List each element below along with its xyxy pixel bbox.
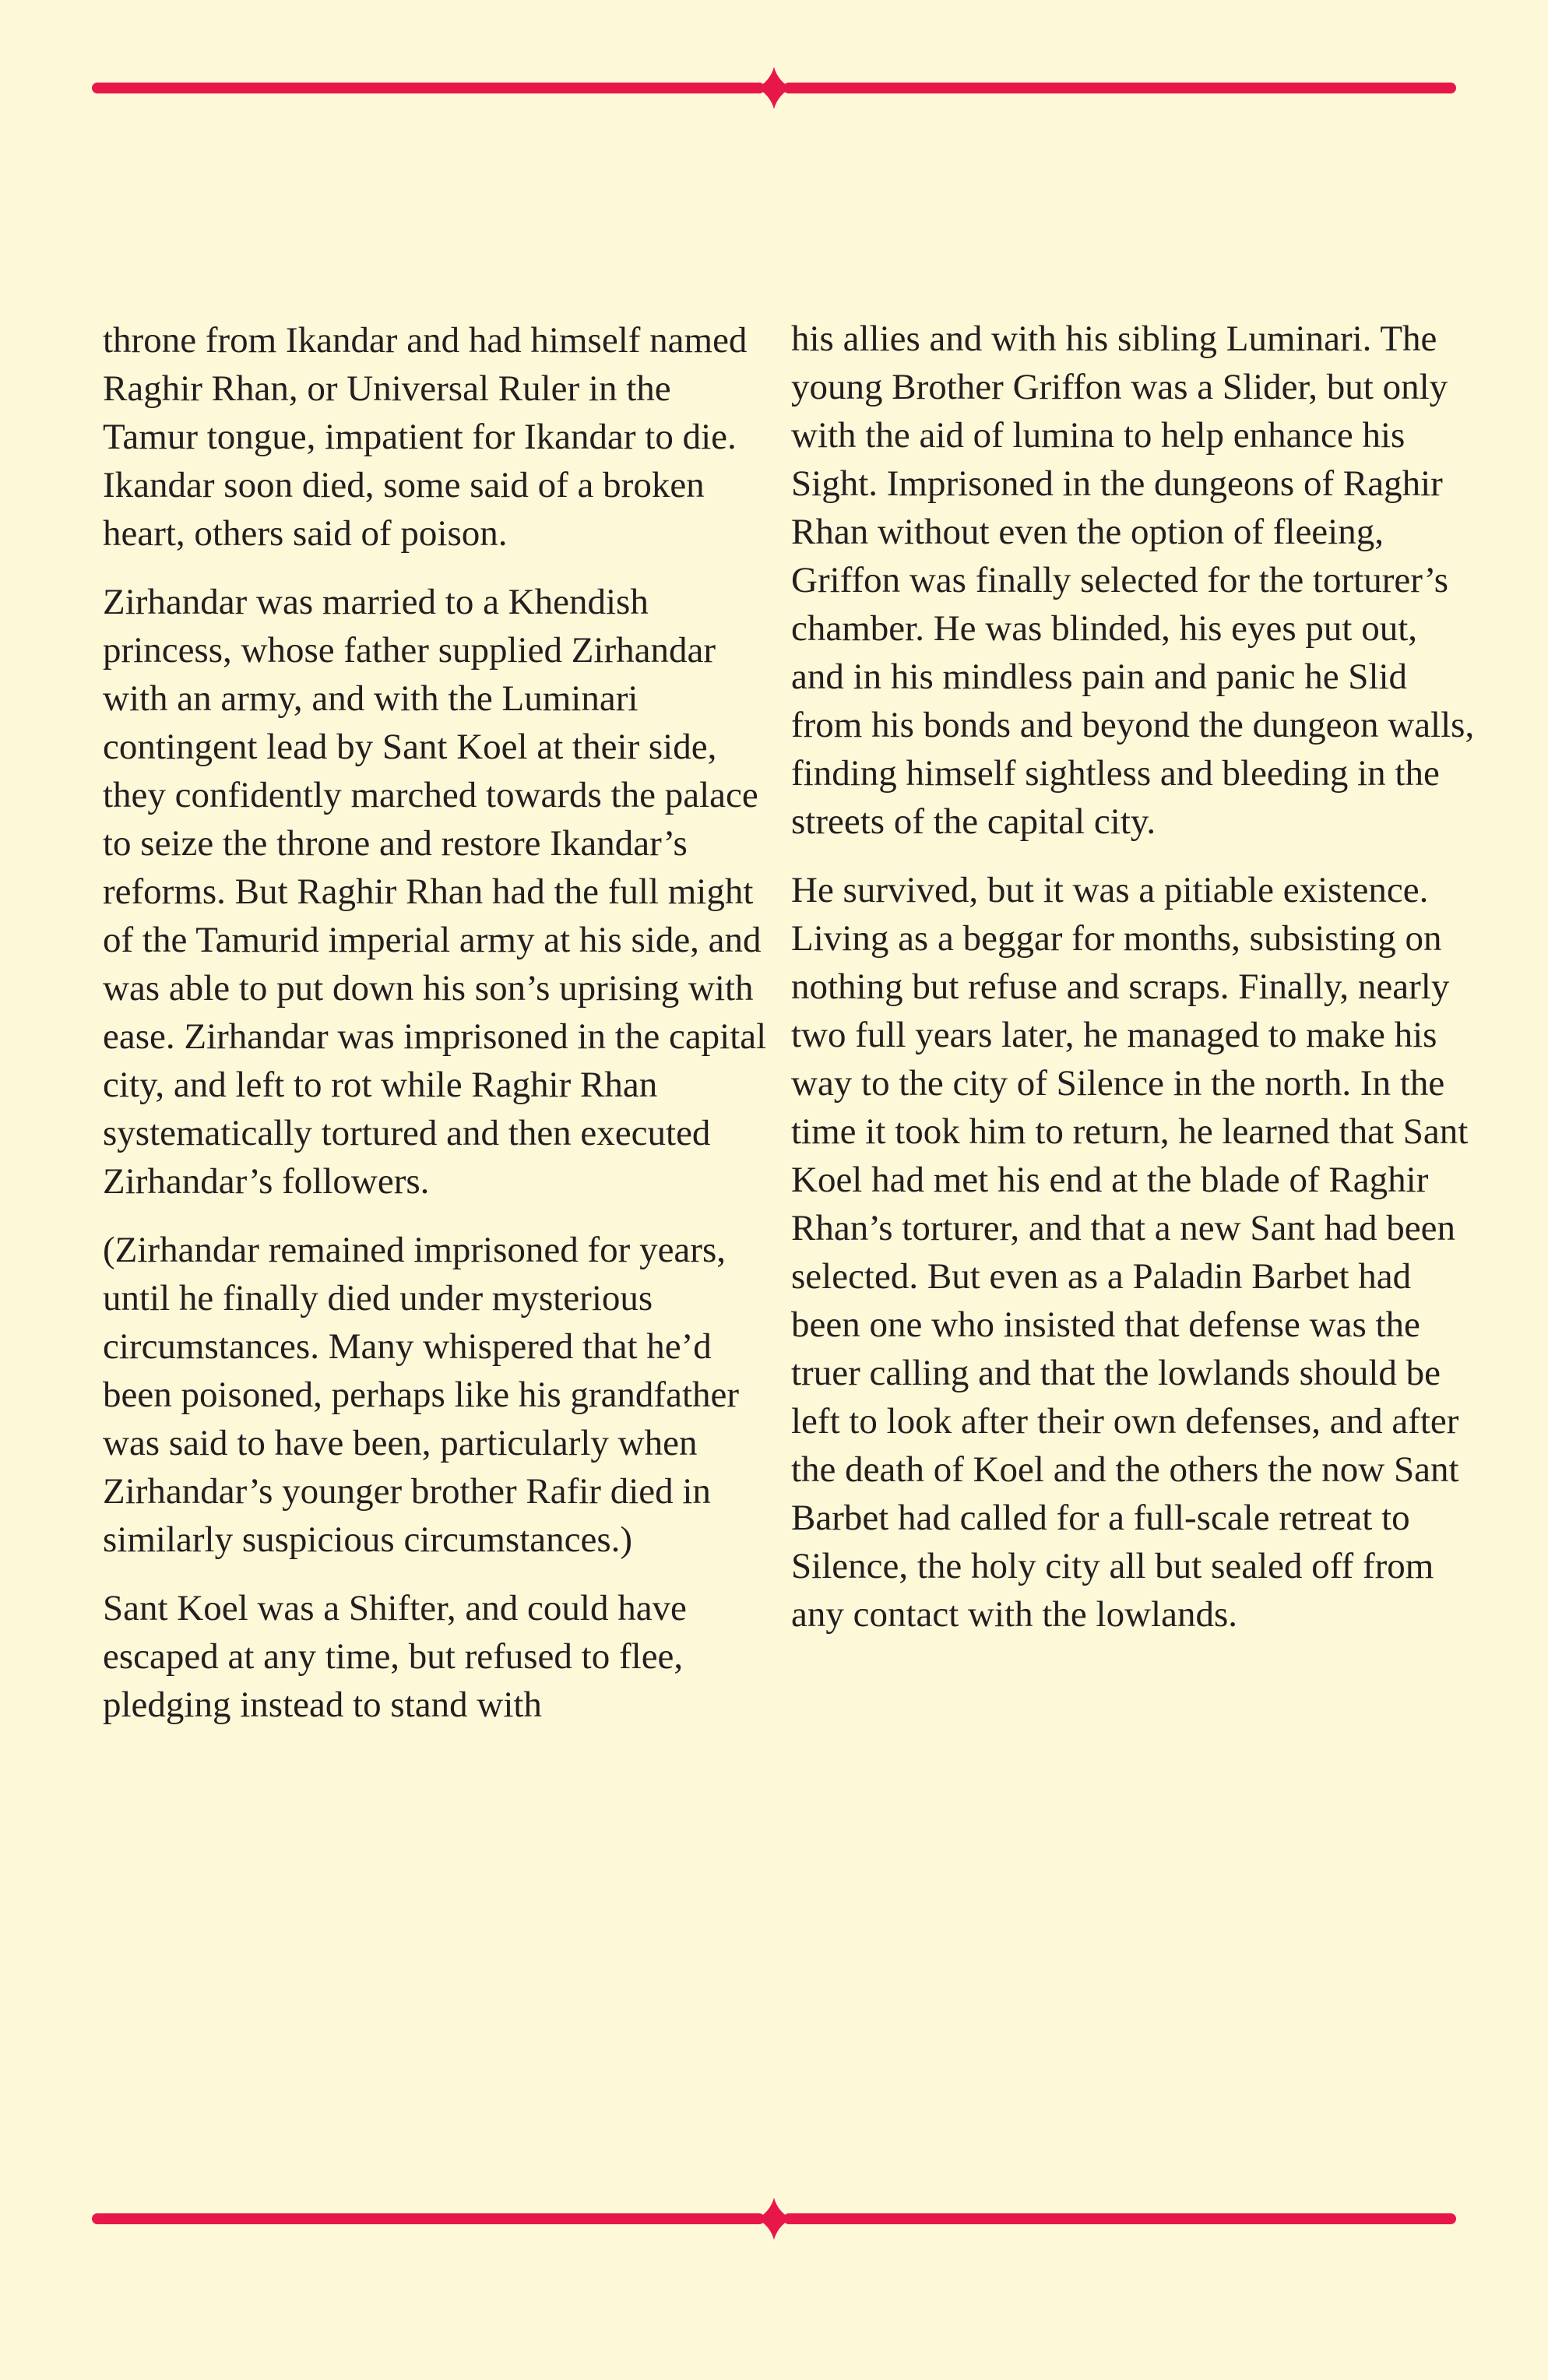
divider-ornament-icon xyxy=(0,64,1548,111)
divider-diamond xyxy=(757,2198,791,2240)
left-paragraph-1: throne from Ikandar and had himself named Raghir Rhan, or Universal Ruler in the Tamur tongue, impatient for Ikandar to die. Ikandar soon died, some said of a broken heart, others said of poison. xyxy=(103,320,748,554)
divider-right-bar xyxy=(783,83,1456,93)
left-paragraph-2: Zirhandar was married to a Khendish princess, whose father supplied Zirhandar with an army, and with the Luminari contingent lead by Sant Koel at their side, they confidently marched towards the palace to seize the throne and restore Ikandar’s reforms. But Raghir Rhan had the full might of the Tamurid imperial army at his side, and was able to put down his son’s uprising with ease. Zirhandar was imprisoned in the capital city, and left to rot while Raghir Rhan systematically tortured and then executed Zirhandar’s followers. xyxy=(103,582,767,1202)
top-divider xyxy=(0,64,1548,111)
left-paragraph-4: Sant Koel was a Shifter, and could have escaped at any time, but refused to flee, pledging instead to stand with xyxy=(103,1588,687,1725)
divider-left-bar xyxy=(92,2213,765,2224)
right-column xyxy=(791,315,1476,1659)
right-paragraph-2: He survived, but it was a pitiable existence. Living as a beggar for months, subsisting on nothing but refuse and scraps. Finally, nearly two full years later, he managed to make his way to the city of Silence in the north. In the time it took him to return, he learned that Sant Koel had met his end at the blade of Raghir Rhan’s torturer, and that a new Sant had been selected. But even as a Paladin Barbet had been one who insisted that defense was the truer calling and that the lowlands should be left to look after their own defenses, and after the death of Koel and the others the now Sant Barbet had called for a full-scale retreat to Silence, the holy city all but sealed off from any contact with the lowlands. xyxy=(791,870,1469,1635)
left-column xyxy=(103,316,772,1749)
bottom-divider xyxy=(0,2195,1548,2241)
divider-diamond xyxy=(757,67,791,109)
right-paragraph-1: his allies and with his sibling Luminari. The young Brother Griffon was a Slider, but only with the aid of lumina to help enhance his Sight. Imprisoned in the dungeons of Raghir Rhan without even the option of fleeing, Griffon was finally selected for the torturer’s chamber. He was blinded, his eyes put out, and in his mindless pain and panic he Slid from his bonds and beyond the dungeon walls, finding himself sightless and bleeding in the streets of the capital city. xyxy=(791,319,1475,842)
divider-left-bar xyxy=(92,83,765,93)
divider-ornament-icon xyxy=(0,2195,1548,2241)
divider-right-bar xyxy=(783,2213,1456,2224)
left-paragraph-3: (Zirhandar remained imprisoned for years, until he finally died under mysterious circumstances. Many whispered that he’d been poisoned, perhaps like his grandfather was said to have been, particularly when Zirhandar’s younger brother Rafir died in similarly suspicious circumstances.) xyxy=(103,1230,740,1560)
